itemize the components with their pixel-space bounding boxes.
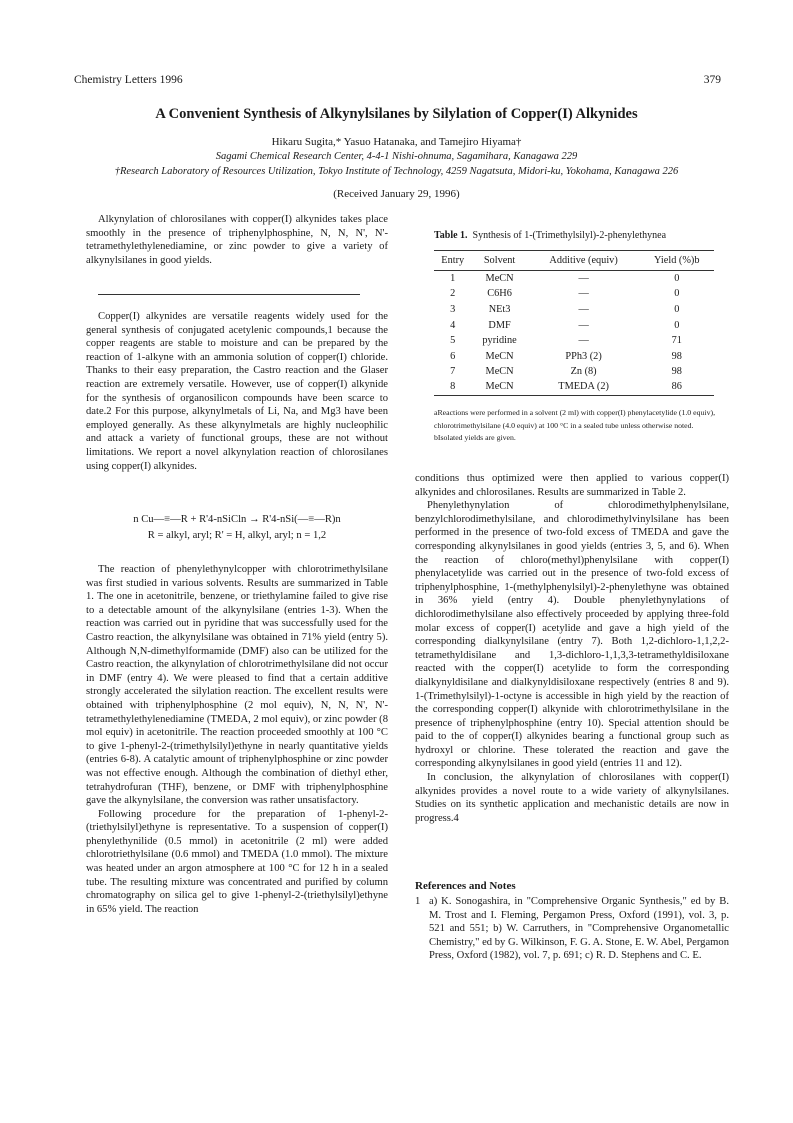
cell-yield: 0: [674, 319, 680, 331]
col-header-additive: Additive (equiv): [528, 251, 640, 271]
author-list: Hikaru Sugita,* Yasuo Hatanaka, and Tamejiro Hiyama†: [271, 136, 522, 148]
reference-number: 1: [415, 896, 421, 907]
abstract: Alkynylation of chlorosilanes with copper(I) alkynides takes place smoothly in the presence of triphenylphosphine, N, N, N', N'-tetramethylethylenediamine, or zinc powder to give a variety of alkynylsilanes in good yields.: [86, 214, 388, 266]
table-row: [434, 286, 714, 302]
cell-additive: —: [578, 303, 589, 315]
procedure-paragraph: Following procedure for the preparation of 1-phenyl-2-(triethylsilyl)ethyne is representative. To a suspension of copper(I) phenylethynilide (0.5 mmol) in acetonitrile (2 ml) were added chlorotriethylsilane (0.6 mmol) and TMEDA (1.0 mmol). The mixture was heated under an argon atmosphere at 100 °C for 12 h in a sealed tube. The resulting mixture was concentrated and purified by column chromatography on silica gel to give 1-phenyl-2-(triethylsilyl)ethyne in 65% yield. The reaction: [86, 808, 388, 915]
reference-item: [415, 895, 729, 963]
table-caption-text: Synthesis of 1-(Trimethylsilyl)-2-phenylethynea: [472, 230, 667, 241]
table-caption: [434, 230, 734, 241]
table-row: [434, 317, 714, 333]
cell-entry: 6: [450, 350, 456, 362]
scope-paragraph: Phenylethynylation of chlorodimethylphenylsilane, benzylchlorodimethylsilane, and chlorodimethylvinylsilane has been performed in the presence of two-fold excess of TMEDA and gave the corresponding alkynylsilanes in good yields (entries 3, 5, and 6). When the reaction of chloro(methyl)phenylsilane with copper(I) phenylacetylide was carried out in the presence of two-fold excess of triphenylphosphine, 1-(methylphenylsilyl)-2-phenylethyne was obtained in 36% yield (entry 4). Double phenylethynylations of dichlorodimethylsilane also effectively proceeded by applying three-fold molar excess of copper(I) acetylide and gave a high yield of the corresponding dialkynylsilane (entry 7). Both 1,2-dichloro-1,1,2,2-tetramethyldisilane and 1,3-dichloro-1,1,3,3-tetramethyldisiloxane reacted with the copper(I) acetylide to form the corresponding dialkynyldisilane and dialkynyldisiloxane respectively (entries 8 and 9). 1-(Trimethylsilyl)-1-octyne is accessible in high yield by the reaction of the corresponding copper(I) alkynide with chlorotrimethylsilane in the presence of triphenylphosphine (entry 10). Special attention should be paid to the of copper(I) alkynides bearing a functional group such as hydroxyl or chlorine. These tolerated the reaction and gave the corresponding alkynylsilanes in good yield (entries 11 and 12).: [415, 500, 729, 770]
results-paragraph: The reaction of phenylethynylcopper with chlorotrimethylsilane was first studied in various solvents. Results are summarized in Table 1. The one in acetonitrile, benzene, or triethylamine failed to give rise to a detectable amount of the alkynylsilane (entries 1-3). When the reaction was carried out in pyridine that was successfully used for the Castro reaction, the alkynylsilane was obtained in 71% yield (entry 5). Although N,N-dimethylformamide (DMF) also can be utilized for the Castro reaction, the alkynylation of chlorotrimethylsilane did not occur in DMF (entry 4). We were pleased to find that a certain additive strongly accelerated the silylation reaction. The excellent results were obtained with triphenylphosphine (2 mol equiv), N, N, N', N'-tetramethylethylenediamine (TMEDA, 2 mol equiv), or zinc powder (8 mol equiv) in acetonitrile. The reaction proceeded smoothly at 100 °C to give 1-phenyl-2-(trimethylsilyl)ethyne in nearly quantitative yields (entries 6-8). A catalytic amount of triphenylphosphine or zinc powder was not effective enough. Although the combination of diethyl ether, tetrahydrofuran (THF), benzene, or DMF with triphenylphosphine gave the alkynylsilane, the conversion was rather unsatisfactory.: [86, 564, 388, 807]
col-header-solvent: Solvent: [471, 251, 527, 271]
cell-additive: —: [578, 288, 589, 300]
conclusion-paragraph: In conclusion, the alkynylation of chlorosilanes with copper(I) alkynides provides a novel route to a wide variety of alkynylsilanes. Studies on its synthetic application and mechanistic details are now in progress.4: [415, 772, 729, 824]
cell-solvent: C6H6: [487, 288, 512, 300]
col-header-yield: Yield (%)b: [640, 251, 714, 271]
cell-solvent: pyridine: [482, 335, 517, 347]
table-caption-label: Table 1.: [434, 230, 468, 241]
cell-additive: —: [578, 273, 589, 285]
scheme-definitions: R = alkyl, aryl; R' = H, alkyl, aryl; n = 1,2: [147, 530, 327, 541]
table-row: [434, 271, 714, 287]
abstract-divider: [98, 294, 360, 295]
cell-entry: 2: [450, 288, 456, 300]
cell-yield: 0: [674, 303, 680, 315]
cell-entry: 1: [450, 273, 456, 285]
continuation-paragraph: conditions thus optimized were then applied to various copper(I) alkynides and chlorosilanes. Results are summarized in Table 2.: [415, 473, 729, 498]
scheme-equation: n Cu—≡—R + R'4-nSiCln → R'4-nSi(—≡—R)n: [133, 514, 341, 525]
table-header-row: [434, 251, 714, 271]
journal-name: Chemistry Letters 1996: [74, 74, 183, 86]
cell-yield: 98: [671, 366, 682, 378]
reference-text: a) K. Sonogashira, in "Comprehensive Organic Synthesis," ed by B. M. Trost and I. Fleming, Pergamon Press, Oxford (1991), vol. 3, p. 521 and 551; b) W. Carruthers, in "Comprehensive Organometallic Chemistry," ed by G. Wilkinson, F. G. A. Stone, E. W. Abel, Pergamon Press, Oxford (1982), vol. 7, p. 691; c) R. D. Stephens and C. E.: [429, 896, 729, 962]
reference-list: [415, 895, 729, 963]
cell-yield: 98: [671, 350, 682, 362]
cell-yield: 0: [674, 273, 680, 285]
cell-solvent: DMF: [488, 319, 511, 331]
introduction-paragraph: Copper(I) alkynides are versatile reagents widely used for the general synthesis of conjugated acetylenic compounds,1 because the copper reagents are stable to moisture and can be prepared by the reaction of 1-alkyne with an ammonia solution of copper(I) chloride. Thanks to their easy preparation, the Castro reaction and the Glaser reaction are extremely versatile. However, use of copper(I) alkynide for the synthesis of organosilicon compounds have been scarce to date.2 For this purpose, alkynylmetals of Li, Na, and Mg3 have been employed generally. As these alkynylmetals are highly nucleophilic and attack a variety of functional groups, these are not without limitations. We report a novel alkynylation reaction of chlorosilanes using copper(I) alkynides.: [86, 311, 388, 472]
cell-entry: 3: [450, 303, 456, 315]
cell-solvent: MeCN: [485, 273, 514, 285]
affiliation-secondary: †Research Laboratory of Resources Utilization, Tokyo Institute of Technology, 4259 Nagatsuta, Midori-ku, Yokohama, Kanagawa 226: [114, 166, 679, 177]
running-head: [74, 74, 721, 90]
table-row: [434, 333, 714, 349]
cell-solvent: MeCN: [485, 350, 514, 362]
cell-entry: 8: [434, 380, 471, 396]
cell-solvent: NEt3: [488, 303, 511, 315]
cell-entry: 7: [450, 366, 456, 378]
left-body: [86, 563, 388, 916]
table-row: [434, 302, 714, 318]
references-heading: References and Notes: [415, 880, 516, 892]
article-title: A Convenient Synthesis of Alkynylsilanes by Silylation of Copper(I) Alkynides: [155, 106, 638, 122]
cell-additive: Zn (8): [570, 366, 597, 378]
cell-solvent: MeCN: [485, 366, 514, 378]
received-date: (Received January 29, 1996): [333, 188, 460, 200]
table-row: [434, 364, 714, 380]
cell-yield: 86: [640, 380, 714, 396]
right-body: [415, 472, 729, 825]
cell-yield: 71: [671, 335, 682, 347]
table-footnotes: aReactions were performed in a solvent (2 ml) with copper(I) phenylacetylide (1.0 equiv), chlorotrimethylsilane (4.0 equiv) at 100 °C in a sealed tube unless otherwise noted. bIsolated yields are given.: [434, 408, 716, 442]
table-row: [434, 380, 714, 396]
cell-entry: 4: [450, 319, 456, 331]
cell-additive: TMEDA (2): [528, 380, 640, 396]
reaction-scheme: [86, 512, 388, 544]
col-header-entry: Entry: [434, 251, 471, 271]
cell-additive: —: [578, 335, 589, 347]
cell-solvent: MeCN: [471, 380, 527, 396]
table-row: [434, 348, 714, 364]
cell-additive: —: [578, 319, 589, 331]
cell-yield: 0: [674, 288, 680, 300]
affiliation-primary: Sagami Chemical Research Center, 4-4-1 Nishi-ohnuma, Sagamihara, Kanagawa 229: [215, 151, 578, 162]
cell-entry: 5: [450, 335, 456, 347]
cell-additive: PPh3 (2): [565, 350, 602, 362]
page-number: 379: [703, 74, 721, 86]
results-table: [434, 250, 714, 396]
